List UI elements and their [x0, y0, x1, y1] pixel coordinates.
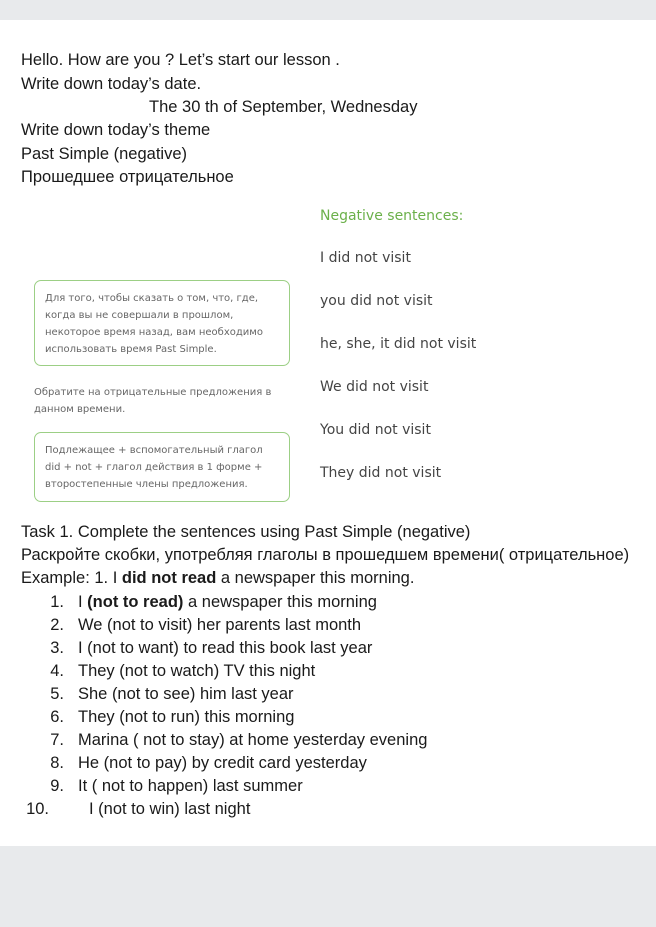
date-line: The 30 th of September, Wednesday — [149, 98, 418, 116]
theme-prompt: Write down today’s theme — [21, 121, 211, 139]
grammar-slide — [0, 200, 656, 500]
negative-item: I did not visit — [320, 250, 411, 266]
top-bar — [0, 0, 656, 20]
negative-item: We did not visit — [320, 379, 429, 395]
note-text: Обратите на отрицательные предложения в данном времени. — [34, 387, 272, 415]
document-page: Hello. How are you ? Let’s start our lesson . Write down today’s date. The 30 th of September, Wednesday Write down today’s theme Past Simple (negative) Прошедшее отрицательное Negative sentences: I did not visit you did not visit he, she, it did not visit We did not visit You did not visit They did not visit Для того, чтобы сказать о том, что, где, когда вы не совершали в прошлом, некоторое время назад, вам необходимо использовать время Past Simple. Обратите на отрицательные предложения в данном времени. Подлежащее + вспомогательный глагол did + not + глагол действия в 1 форме + второстепенные члены предложения. Task 1. Complete the sentences using Past Simple (negative) Раскройте скобки, употребляя глаголы в прошедшем времени( отрицательное) Example: 1. I did not read a newspaper this morning. 1. I (not to read) a newspaper this morning 2. We (not to visit) her parents last month 3. I (not to want) to read this book last year 4. They (not to watch) TV this night 5. She (not to see) him last year 6. They (not to run) this morning 7. Marina ( not to stay) at home yesterday evening 8. He (not to pay) by credit card yesterday 9. It ( not to happen) last summer 10. I (not to win) last night — [0, 20, 656, 846]
negative-item: you did not visit — [320, 293, 433, 309]
negative-item: he, she, it did not visit — [320, 336, 477, 352]
negative-item: You did not visit — [320, 422, 431, 438]
task-instruction: Раскройте скобки, употребляя глаголы в прошедшем времени( отрицательное) — [21, 546, 630, 564]
negative-sentences-title: Negative sentences: — [320, 208, 464, 224]
negative-item: They did not visit — [320, 465, 442, 481]
rule-box-formula: Подлежащее + вспомогательный глагол did + not + глагол действия в 1 форме + второстепенные члены предложения. — [34, 432, 290, 502]
theme-russian: Прошедшее отрицательное — [21, 168, 234, 186]
greeting-line: Hello. How are you ? Let’s start our lesson . — [21, 51, 340, 69]
task-example: Example: 1. I did not read a newspaper this morning. — [21, 569, 415, 587]
rule-box-usage: Для того, чтобы сказать о том, что, где, когда вы не совершали в прошлом, некоторое время назад, вам необходимо использовать время Past Simple. — [34, 280, 290, 366]
date-prompt: Write down today’s date. — [21, 75, 202, 93]
theme-english: Past Simple (negative) — [21, 145, 187, 163]
bottom-area — [0, 846, 656, 927]
task-title: Task 1. Complete the sentences using Past Simple (negative) — [21, 523, 471, 541]
